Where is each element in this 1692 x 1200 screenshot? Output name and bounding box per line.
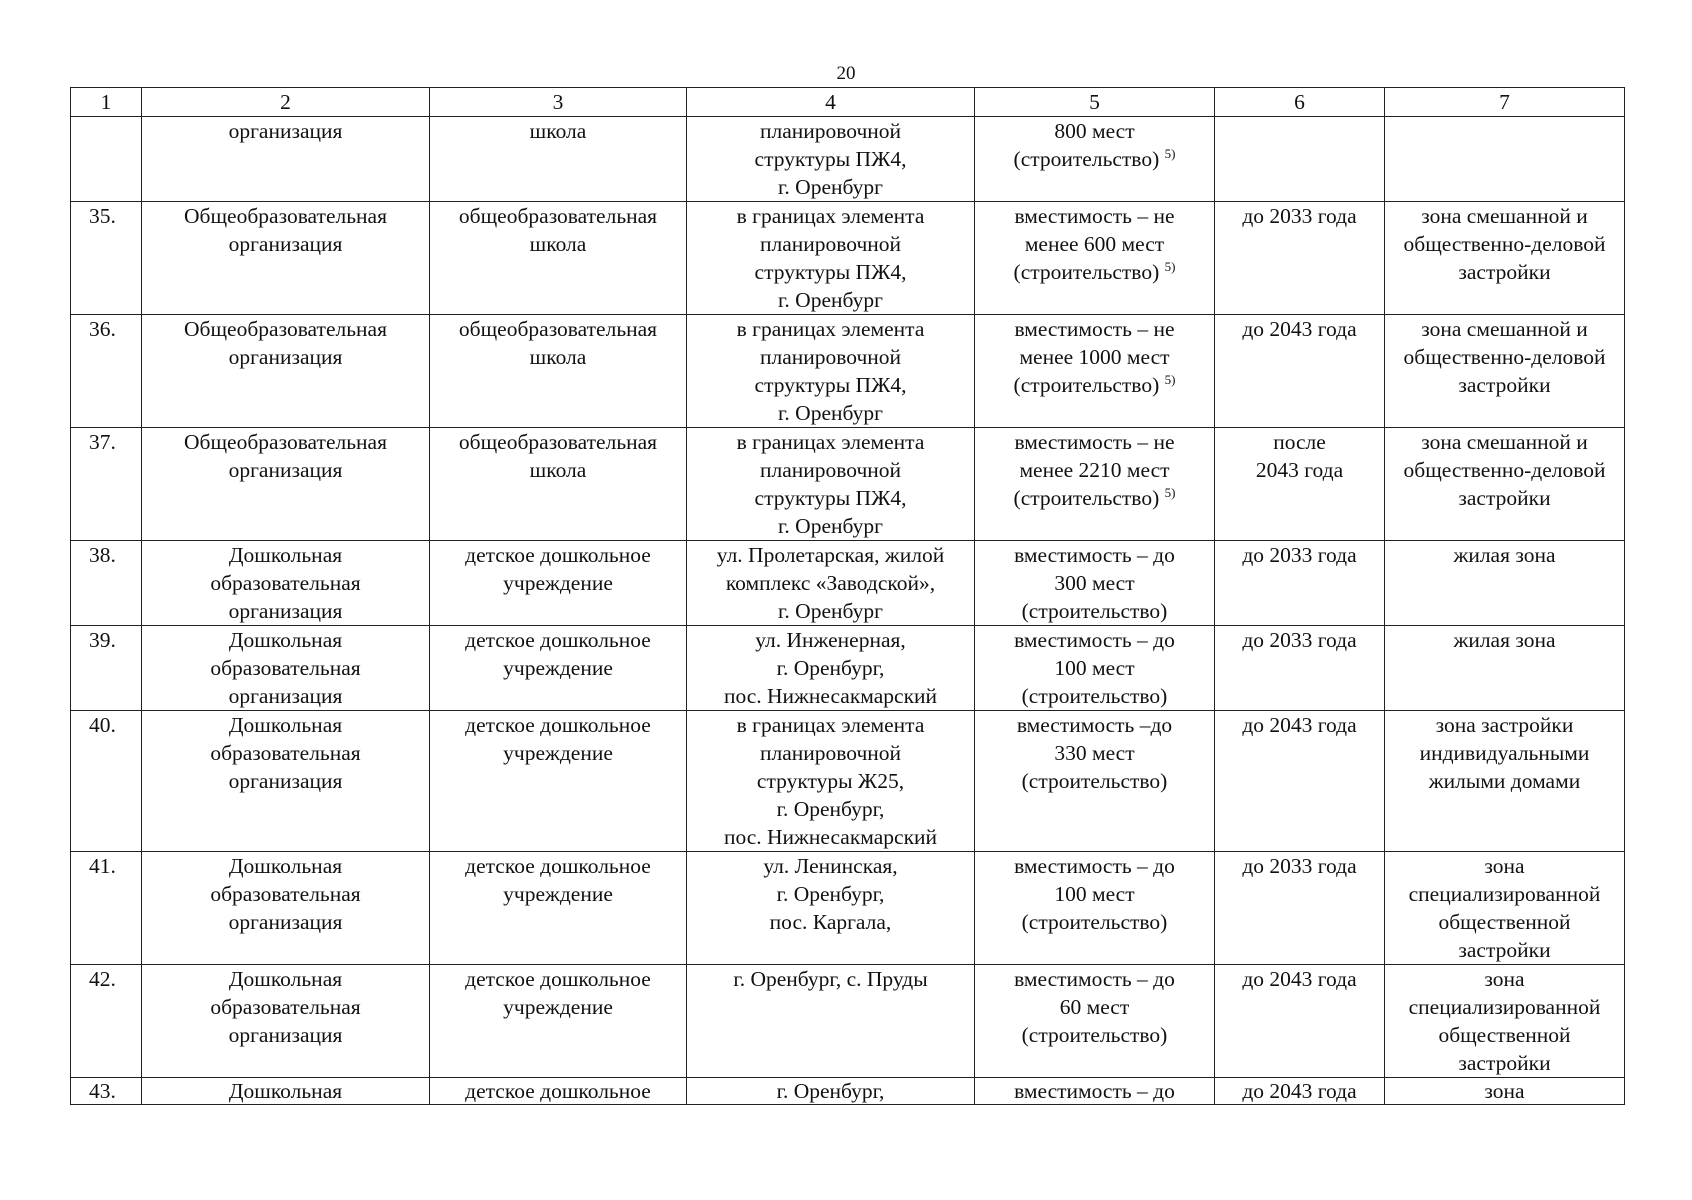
- organization-name-cell: Дошкольная образовательная организация: [142, 541, 430, 626]
- row-number-cell: 38.: [71, 541, 142, 626]
- term-cell: после 2043 года: [1215, 428, 1385, 541]
- table-body: [71, 117, 1625, 1105]
- table-row: [71, 965, 1625, 1078]
- table-row: [71, 202, 1625, 315]
- organization-name-cell: Дошкольная образовательная организация: [142, 852, 430, 965]
- column-header: 5: [975, 88, 1215, 117]
- zone-cell: зона смешанной и общественно-деловой застройки: [1385, 315, 1625, 428]
- page-number: 20: [836, 63, 856, 84]
- term-cell: до 2043 года: [1215, 965, 1385, 1078]
- capacity-cell: [975, 965, 1215, 1078]
- organization-name-cell: Общеобразовательная организация: [142, 428, 430, 541]
- table-row: [71, 541, 1625, 626]
- location-cell: г. Оренбург,: [687, 1078, 975, 1105]
- row-number-cell: 41.: [71, 852, 142, 965]
- column-header: 6: [1215, 88, 1385, 117]
- capacity-cell: [975, 1078, 1215, 1105]
- facility-type-cell: общеобразовательная школа: [430, 428, 687, 541]
- facility-type-cell: школа: [430, 117, 687, 202]
- row-number-cell: 37.: [71, 428, 142, 541]
- zone-cell: жилая зона: [1385, 541, 1625, 626]
- term-cell: до 2043 года: [1215, 315, 1385, 428]
- term-cell: [1215, 117, 1385, 202]
- capacity-text: вместимость – до 60 мест (строительство): [1014, 967, 1175, 1047]
- row-number-cell: 35.: [71, 202, 142, 315]
- organization-name-cell: Дошкольная образовательная организация: [142, 711, 430, 852]
- organization-name-cell: Дошкольная: [142, 1078, 430, 1105]
- facility-type-cell: детское дошкольное учреждение: [430, 852, 687, 965]
- organization-name-cell: Общеобразовательная организация: [142, 202, 430, 315]
- table-row: [71, 1078, 1625, 1105]
- capacity-cell: [975, 541, 1215, 626]
- facility-type-cell: детское дошкольное учреждение: [430, 965, 687, 1078]
- row-number-cell: [71, 117, 142, 202]
- column-header: 7: [1385, 88, 1625, 117]
- location-cell: в границах элемента планировочной структуры ПЖ4, г. Оренбург: [687, 315, 975, 428]
- location-cell: в границах элемента планировочной структуры Ж25, г. Оренбург, пос. Нижнесакмарский: [687, 711, 975, 852]
- row-number-cell: 43.: [71, 1078, 142, 1105]
- capacity-text: вместимость – не менее 1000 мест (строительство): [1013, 317, 1175, 397]
- term-cell: до 2033 года: [1215, 541, 1385, 626]
- zone-cell: зона специализированной общественной застройки: [1385, 965, 1625, 1078]
- column-number-header-row: [71, 88, 1625, 117]
- location-cell: ул. Пролетарская, жилой комплекс «Заводской», г. Оренбург: [687, 541, 975, 626]
- capacity-cell: [975, 852, 1215, 965]
- facility-type-cell: детское дошкольное учреждение: [430, 711, 687, 852]
- table-row: [71, 428, 1625, 541]
- facilities-table: [70, 87, 1625, 1105]
- column-header: 3: [430, 88, 687, 117]
- footnote-reference: 5): [1164, 485, 1176, 500]
- capacity-text: вместимость – не менее 600 мест (строительство): [1013, 204, 1175, 284]
- facility-type-cell: общеобразовательная школа: [430, 202, 687, 315]
- facility-type-cell: детское дошкольное учреждение: [430, 626, 687, 711]
- capacity-cell: [975, 202, 1215, 315]
- capacity-cell: [975, 711, 1215, 852]
- organization-name-cell: Дошкольная образовательная организация: [142, 626, 430, 711]
- table-row: [71, 117, 1625, 202]
- facility-type-cell: детское дошкольное учреждение: [430, 541, 687, 626]
- row-number-cell: 40.: [71, 711, 142, 852]
- column-header: 2: [142, 88, 430, 117]
- capacity-text: вместимость – не менее 2210 мест (строительство): [1013, 430, 1175, 510]
- zone-cell: зона смешанной и общественно-деловой застройки: [1385, 428, 1625, 541]
- term-cell: до 2033 года: [1215, 852, 1385, 965]
- capacity-text: вместимость – до 300 мест (строительство): [1014, 543, 1175, 623]
- capacity-cell: [975, 117, 1215, 202]
- footnote-reference: 5): [1164, 259, 1176, 274]
- location-cell: в границах элемента планировочной структуры ПЖ4, г. Оренбург: [687, 202, 975, 315]
- row-number-cell: 39.: [71, 626, 142, 711]
- column-header: 4: [687, 88, 975, 117]
- organization-name-cell: организация: [142, 117, 430, 202]
- table-row: [71, 315, 1625, 428]
- location-cell: г. Оренбург, с. Пруды: [687, 965, 975, 1078]
- term-cell: до 2033 года: [1215, 202, 1385, 315]
- facility-type-cell: общеобразовательная школа: [430, 315, 687, 428]
- row-number-cell: 42.: [71, 965, 142, 1078]
- row-number-cell: 36.: [71, 315, 142, 428]
- column-header: 1: [71, 88, 142, 117]
- capacity-text: вместимость –до 330 мест (строительство): [1016, 713, 1173, 793]
- term-cell: до 2043 года: [1215, 711, 1385, 852]
- capacity-text: 800 мест (строительство): [1013, 119, 1160, 171]
- location-cell: планировочной структуры ПЖ4, г. Оренбург: [687, 117, 975, 202]
- location-cell: ул. Инженерная, г. Оренбург, пос. Нижнесакмарский: [687, 626, 975, 711]
- footnote-reference: 5): [1164, 372, 1176, 387]
- zone-cell: зона смешанной и общественно-деловой застройки: [1385, 202, 1625, 315]
- zone-cell: зона: [1385, 1078, 1625, 1105]
- organization-name-cell: Дошкольная образовательная организация: [142, 965, 430, 1078]
- capacity-cell: [975, 315, 1215, 428]
- location-cell: ул. Ленинская, г. Оренбург, пос. Каргала,: [687, 852, 975, 965]
- location-cell: в границах элемента планировочной структуры ПЖ4, г. Оренбург: [687, 428, 975, 541]
- table-row: [71, 852, 1625, 965]
- capacity-text: вместимость – до: [1014, 1079, 1175, 1103]
- term-cell: до 2033 года: [1215, 626, 1385, 711]
- facility-type-cell: детское дошкольное: [430, 1078, 687, 1105]
- zone-cell: жилая зона: [1385, 626, 1625, 711]
- term-cell: до 2043 года: [1215, 1078, 1385, 1105]
- zone-cell: [1385, 117, 1625, 202]
- capacity-text: вместимость – до 100 мест (строительство): [1014, 628, 1175, 708]
- table-row: [71, 711, 1625, 852]
- organization-name-cell: Общеобразовательная организация: [142, 315, 430, 428]
- zone-cell: зона застройки индивидуальными жилыми домами: [1385, 711, 1625, 852]
- capacity-cell: [975, 626, 1215, 711]
- table-row: [71, 626, 1625, 711]
- footnote-reference: 5): [1164, 146, 1176, 161]
- capacity-cell: [975, 428, 1215, 541]
- zone-cell: зона специализированной общественной застройки: [1385, 852, 1625, 965]
- capacity-text: вместимость – до 100 мест (строительство): [1014, 854, 1175, 934]
